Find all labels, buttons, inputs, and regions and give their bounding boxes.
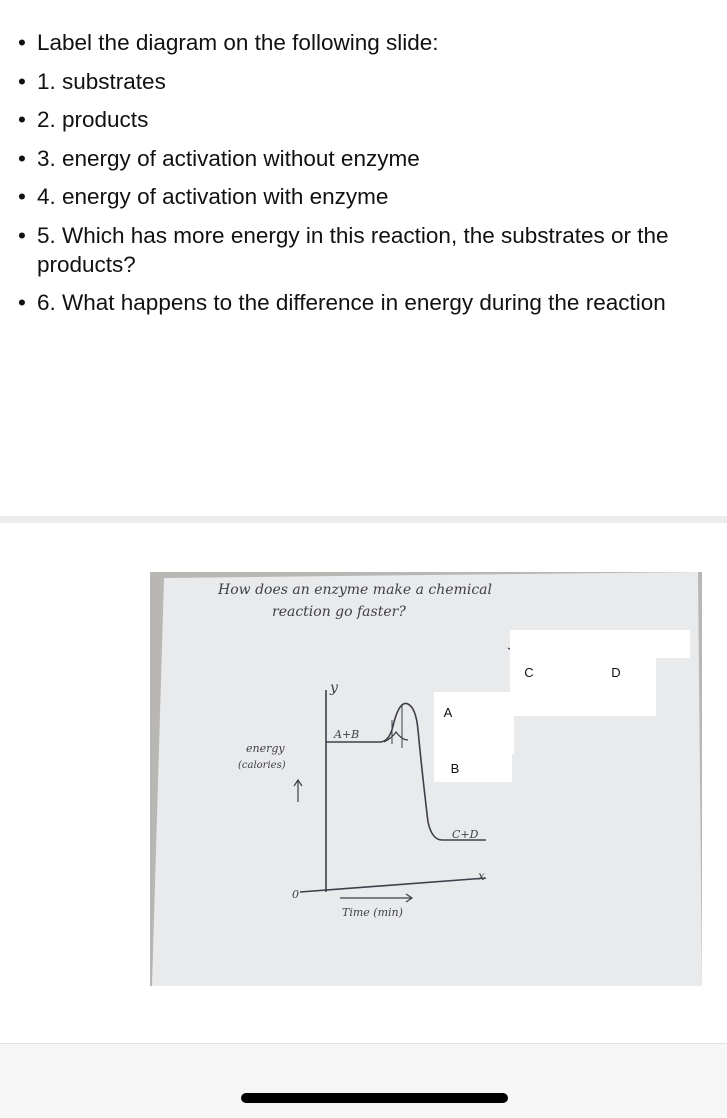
time-label: Time (min) — [342, 906, 403, 919]
label-box-b — [434, 748, 512, 782]
slide-instructions — [0, 0, 727, 516]
label-b: B — [450, 761, 460, 776]
bullet-item: • 2. products — [18, 105, 727, 134]
diagram-photo — [150, 572, 702, 986]
handwritten-title-line2: reaction go faster? — [272, 604, 406, 620]
label-a: A — [443, 705, 453, 720]
bullet-item: • 5. Which has more energy in this reaction, the substrates or the products? — [18, 221, 727, 279]
label-box-top — [510, 630, 690, 658]
bullet-item: • 4. energy of activation with enzyme — [18, 182, 727, 211]
calories-label: (calories) — [238, 760, 286, 771]
label-c: C — [524, 665, 534, 680]
bullet-list — [18, 28, 727, 327]
x-axis-label: x — [478, 869, 485, 883]
handwritten-title-line1: How does an enzyme make a chemical — [218, 582, 492, 598]
home-indicator[interactable] — [241, 1093, 508, 1103]
bullet-item: • 6. What happens to the difference in energy during the reaction — [18, 288, 727, 317]
label-d: D — [611, 665, 621, 680]
y-axis-label: y — [330, 680, 338, 696]
bottom-bar — [0, 1043, 727, 1118]
origin-label: 0 — [292, 888, 299, 901]
product-label: C+D — [452, 828, 479, 841]
reactant-label: A+B — [334, 728, 360, 741]
bullet-item: • Label the diagram on the following slide: — [18, 28, 727, 57]
slide-divider — [0, 516, 727, 523]
bullet-item: • 1. substrates — [18, 67, 727, 96]
energy-label: energy — [246, 742, 285, 755]
diagram-drawing — [150, 572, 702, 986]
label-box-a — [434, 692, 514, 754]
bullet-item: • 3. energy of activation without enzyme — [18, 144, 727, 173]
